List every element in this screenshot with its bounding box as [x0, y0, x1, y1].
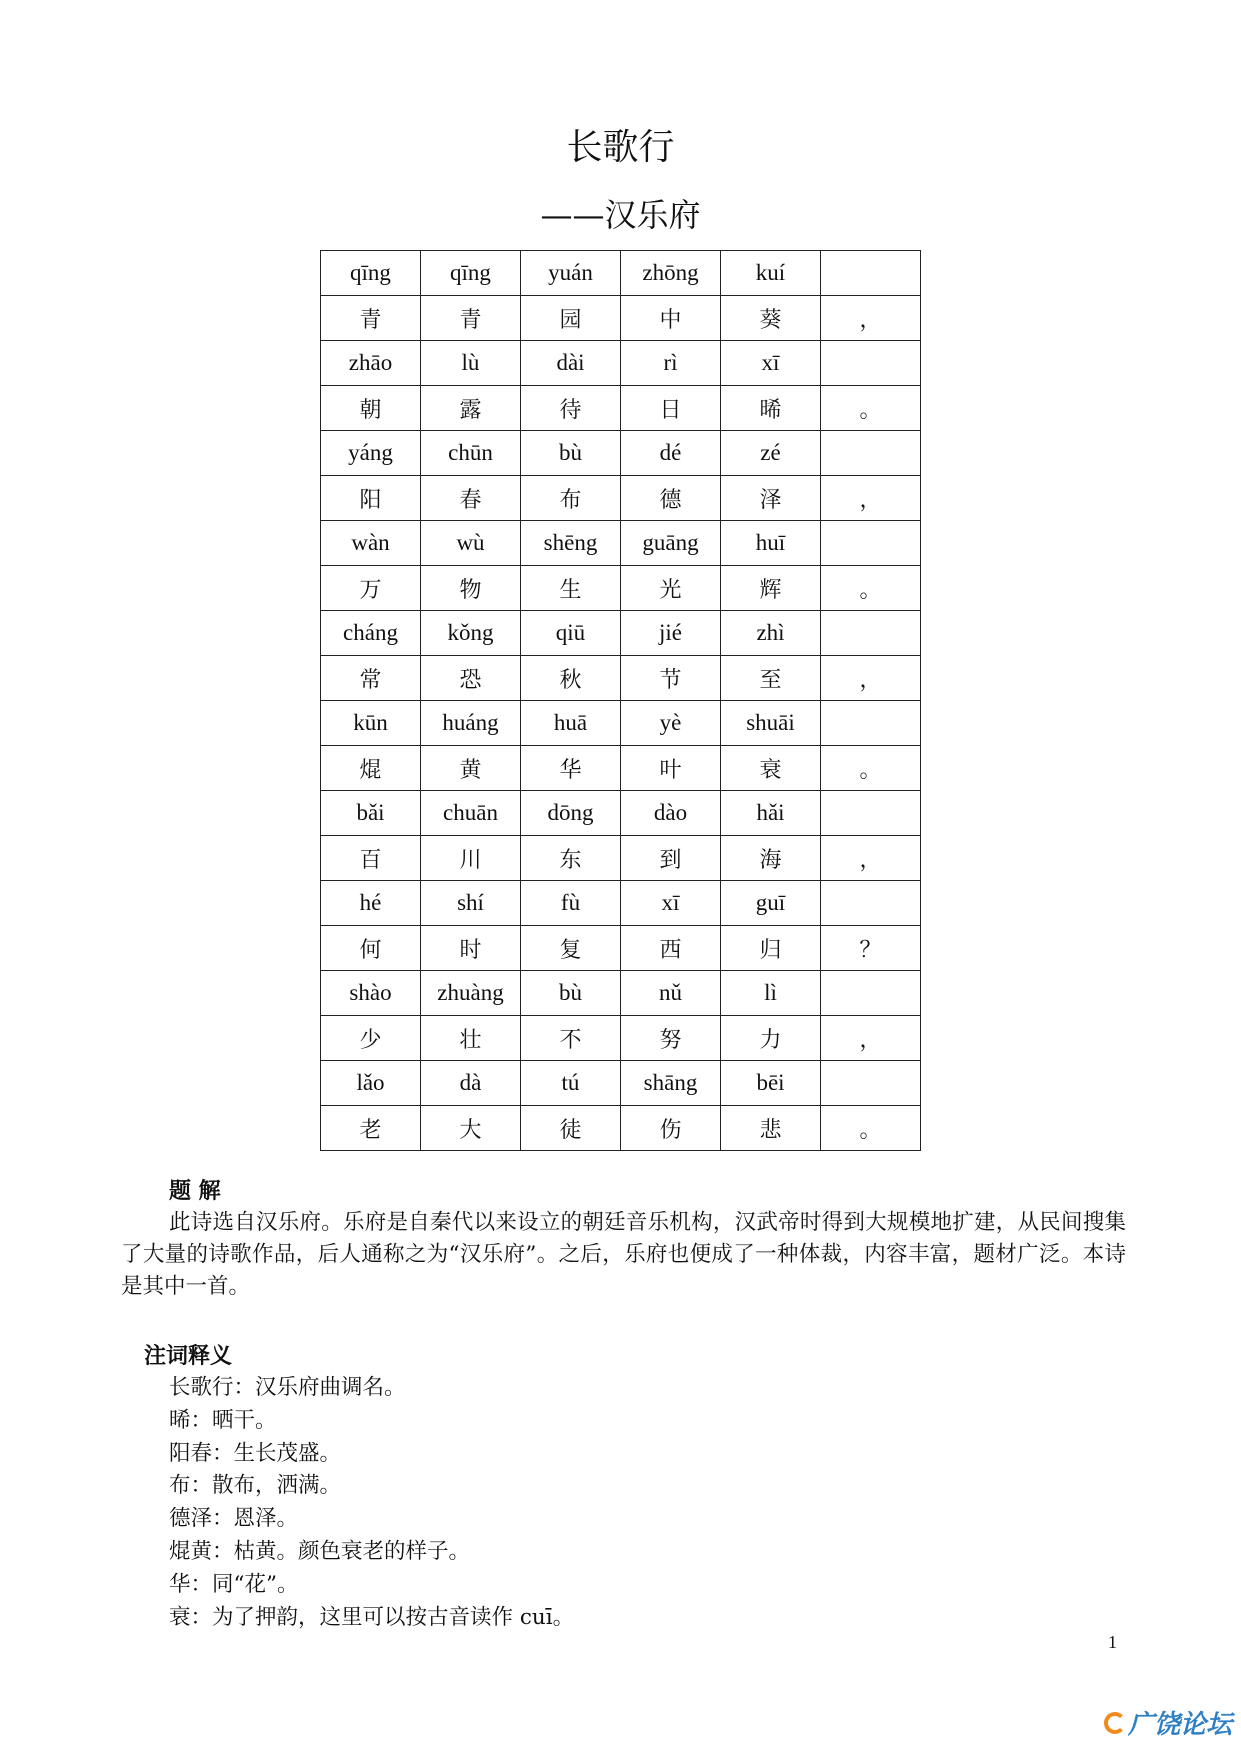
character-cell: 阳: [321, 476, 421, 521]
pinyin-cell: nǔ: [621, 971, 721, 1016]
character-cell: 到: [621, 836, 721, 881]
character-cell: 少: [321, 1016, 421, 1061]
character-cell: 至: [721, 656, 821, 701]
pinyin-cell: [821, 881, 921, 926]
pinyin-cell: lǎo: [321, 1061, 421, 1106]
character-cell: 物: [421, 566, 521, 611]
pinyin-cell: lù: [421, 341, 521, 386]
pinyin-cell: yáng: [321, 431, 421, 476]
pinyin-cell: shào: [321, 971, 421, 1016]
note-item: 晞：晒干。: [169, 1407, 277, 1433]
pinyin-cell: lì: [721, 971, 821, 1016]
pinyin-row: [321, 611, 921, 656]
pinyin-row: [321, 341, 921, 386]
forum-watermark-text: 广饶论坛: [1128, 1710, 1233, 1740]
character-row: [321, 926, 921, 971]
character-cell: 东: [521, 836, 621, 881]
character-row: [321, 476, 921, 521]
character-cell: 叶: [621, 746, 721, 791]
character-cell: 华: [521, 746, 621, 791]
pinyin-cell: yuán: [521, 251, 621, 296]
pinyin-cell: zhuàng: [421, 971, 521, 1016]
character-cell: 常: [321, 656, 421, 701]
character-row: [321, 836, 921, 881]
pinyin-cell: bù: [521, 971, 621, 1016]
punctuation-cell: ，: [821, 296, 921, 341]
pinyin-row: [321, 251, 921, 296]
pinyin-cell: xī: [721, 341, 821, 386]
character-cell: 节: [621, 656, 721, 701]
character-cell: 辉: [721, 566, 821, 611]
character-cell: 恐: [421, 656, 521, 701]
punctuation-cell: ？: [821, 926, 921, 971]
forum-watermark: [1104, 1704, 1232, 1741]
character-cell: 待: [521, 386, 621, 431]
character-cell: 老: [321, 1106, 421, 1151]
forum-logo-icon: [1104, 1712, 1126, 1734]
character-cell: 万: [321, 566, 421, 611]
pinyin-cell: qiū: [521, 611, 621, 656]
punctuation-cell: ，: [821, 656, 921, 701]
pinyin-cell: [821, 521, 921, 566]
pinyin-cell: jié: [621, 611, 721, 656]
note-item: 焜黄：枯黄。颜色衰老的样子。: [169, 1538, 471, 1564]
pinyin-cell: huáng: [421, 701, 521, 746]
pinyin-cell: hé: [321, 881, 421, 926]
pinyin-cell: bù: [521, 431, 621, 476]
pinyin-cell: huī: [721, 521, 821, 566]
pinyin-cell: fù: [521, 881, 621, 926]
character-cell: 徒: [521, 1106, 621, 1151]
pinyin-cell: shuāi: [721, 701, 821, 746]
pinyin-cell: dào: [621, 791, 721, 836]
pinyin-cell: kūn: [321, 701, 421, 746]
pinyin-cell: xī: [621, 881, 721, 926]
pinyin-row: [321, 791, 921, 836]
character-cell: 时: [421, 926, 521, 971]
pinyin-cell: qīng: [321, 251, 421, 296]
poem-table-body: [321, 251, 921, 1151]
pinyin-cell: shēng: [521, 521, 621, 566]
pinyin-cell: yè: [621, 701, 721, 746]
punctuation-cell: 。: [821, 386, 921, 431]
pinyin-cell: [821, 1061, 921, 1106]
pinyin-cell: shí: [421, 881, 521, 926]
pinyin-cell: [821, 341, 921, 386]
page-title: 长歌行: [566, 127, 675, 168]
character-cell: 生: [521, 566, 621, 611]
punctuation-cell: 。: [821, 1106, 921, 1151]
pinyin-cell: zhì: [721, 611, 821, 656]
pinyin-cell: [821, 701, 921, 746]
pinyin-row: [321, 971, 921, 1016]
pinyin-cell: chuān: [421, 791, 521, 836]
note-item: 衰：为了押韵，这里可以按古音读作 cuī。: [169, 1604, 575, 1630]
character-cell: 西: [621, 926, 721, 971]
pinyin-cell: kuí: [721, 251, 821, 296]
page-subtitle: ——汉乐府: [540, 196, 701, 234]
pinyin-cell: [821, 791, 921, 836]
punctuation-cell: ，: [821, 1016, 921, 1061]
character-cell: 归: [721, 926, 821, 971]
character-cell: 朝: [321, 386, 421, 431]
note-item: 阳春：生长茂盛。: [169, 1440, 342, 1466]
pinyin-cell: shāng: [621, 1061, 721, 1106]
character-cell: 葵: [721, 296, 821, 341]
tijie-paragraph: 此诗选自汉乐府。乐府是自秦代以来设立的朝廷音乐机构，汉武帝时得到大规模地扩建，从民间搜集了大量的诗歌作品，后人通称之为“汉乐府”。之后，乐府也便成了一种体裁，内容丰富，题材广泛。本诗是其中一首。: [121, 1210, 1126, 1299]
character-cell: 中: [621, 296, 721, 341]
pinyin-cell: [821, 251, 921, 296]
pinyin-cell: hǎi: [721, 791, 821, 836]
punctuation-cell: 。: [821, 746, 921, 791]
character-cell: 川: [421, 836, 521, 881]
pinyin-cell: cháng: [321, 611, 421, 656]
character-cell: 黄: [421, 746, 521, 791]
pinyin-cell: dài: [521, 341, 621, 386]
character-cell: 露: [421, 386, 521, 431]
pinyin-cell: dōng: [521, 791, 621, 836]
pinyin-cell: wù: [421, 521, 521, 566]
character-cell: 何: [321, 926, 421, 971]
pinyin-cell: guāng: [621, 521, 721, 566]
pinyin-cell: bǎi: [321, 791, 421, 836]
character-cell: 复: [521, 926, 621, 971]
character-cell: 百: [321, 836, 421, 881]
character-row: [321, 1016, 921, 1061]
character-cell: 布: [521, 476, 621, 521]
character-cell: 青: [321, 296, 421, 341]
character-row: [321, 386, 921, 431]
character-cell: 不: [521, 1016, 621, 1061]
note-item: 长歌行：汉乐府曲调名。: [169, 1375, 406, 1400]
character-cell: 春: [421, 476, 521, 521]
character-row: [321, 296, 921, 341]
note-item: 华：同“花”。: [169, 1571, 299, 1597]
character-cell: 德: [621, 476, 721, 521]
notes-list: [169, 1372, 574, 1634]
character-row: [321, 1106, 921, 1151]
character-cell: 伤: [621, 1106, 721, 1151]
pinyin-cell: zé: [721, 431, 821, 476]
pinyin-cell: rì: [621, 341, 721, 386]
character-cell: 大: [421, 1106, 521, 1151]
character-cell: 泽: [721, 476, 821, 521]
punctuation-cell: 。: [821, 566, 921, 611]
pinyin-cell: qīng: [421, 251, 521, 296]
pinyin-cell: kǒng: [421, 611, 521, 656]
note-item: 布：散布，洒满。: [169, 1473, 342, 1499]
pinyin-row: [321, 1061, 921, 1106]
note-item: 德泽：恩泽。: [169, 1506, 299, 1532]
character-cell: 壮: [421, 1016, 521, 1061]
punctuation-cell: ，: [821, 836, 921, 881]
character-row: [321, 746, 921, 791]
character-row: [321, 566, 921, 611]
character-cell: 秋: [521, 656, 621, 701]
character-cell: 日: [621, 386, 721, 431]
character-cell: 衰: [721, 746, 821, 791]
pinyin-row: [321, 881, 921, 926]
pinyin-cell: zhōng: [621, 251, 721, 296]
pinyin-row: [321, 431, 921, 476]
pinyin-cell: wàn: [321, 521, 421, 566]
pinyin-cell: [821, 611, 921, 656]
tijie-heading: 题 解: [169, 1179, 221, 1204]
pinyin-cell: chūn: [421, 431, 521, 476]
character-cell: 晞: [721, 386, 821, 431]
pinyin-cell: bēi: [721, 1061, 821, 1106]
pinyin-cell: [821, 971, 921, 1016]
character-cell: 青: [421, 296, 521, 341]
character-cell: 焜: [321, 746, 421, 791]
punctuation-cell: ，: [821, 476, 921, 521]
page-number: 1: [1108, 1632, 1117, 1652]
pinyin-cell: guī: [721, 881, 821, 926]
character-cell: 力: [721, 1016, 821, 1061]
pinyin-cell: dà: [421, 1061, 521, 1106]
character-cell: 努: [621, 1016, 721, 1061]
pinyin-cell: [821, 431, 921, 476]
notes-heading: 注词释义: [144, 1344, 233, 1369]
character-cell: 光: [621, 566, 721, 611]
character-cell: 园: [521, 296, 621, 341]
pinyin-row: [321, 521, 921, 566]
character-row: [321, 656, 921, 701]
poem-table: [320, 250, 921, 1151]
pinyin-cell: huā: [521, 701, 621, 746]
pinyin-cell: tú: [521, 1061, 621, 1106]
pinyin-cell: dé: [621, 431, 721, 476]
pinyin-row: [321, 701, 921, 746]
character-cell: 悲: [721, 1106, 821, 1151]
character-cell: 海: [721, 836, 821, 881]
pinyin-cell: zhāo: [321, 341, 421, 386]
